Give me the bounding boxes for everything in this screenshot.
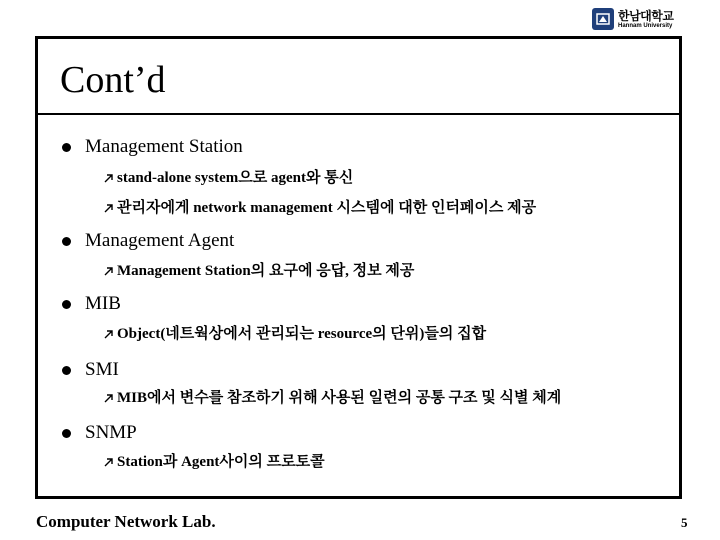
arrow-bullet-icon <box>103 203 114 214</box>
sub-bullet-item: stand-alone system으로 agent와 통신 <box>117 170 354 186</box>
arrow-bullet-icon <box>103 329 114 340</box>
bullet-item: Management Station <box>85 136 243 157</box>
slide-title: Cont’d <box>60 59 166 101</box>
bullet-dot-icon <box>62 366 71 375</box>
bullet-item: Management Agent <box>85 230 235 251</box>
logo-english-name: Hannam University <box>618 22 673 29</box>
sub-bullet-item: Object(네트웍상에서 관리되는 resource의 단위)들의 집합 <box>117 326 487 342</box>
university-emblem-icon <box>592 8 614 30</box>
logo-korean-name: 한남대학교 <box>618 8 674 23</box>
bullet-dot-icon <box>62 237 71 246</box>
bullet-item: SNMP <box>85 422 137 443</box>
arrow-bullet-icon <box>103 266 114 277</box>
sub-bullet-item: MIB에서 변수를 참조하기 위해 사용된 일련의 공통 구조 및 식별 체계 <box>117 390 562 406</box>
sub-bullet-item: Station과 Agent사이의 프로토콜 <box>117 454 325 470</box>
bullet-dot-icon <box>62 143 71 152</box>
sub-bullet-item: 관리자에게 network management 시스템에 대한 인터페이스 제공 <box>117 200 537 216</box>
page-number: 5 <box>681 515 688 530</box>
bullet-dot-icon <box>62 429 71 438</box>
bullet-item: SMI <box>85 359 119 380</box>
title-box <box>38 39 679 115</box>
arrow-bullet-icon <box>103 457 114 468</box>
arrow-bullet-icon <box>103 393 114 404</box>
university-logo <box>592 4 692 34</box>
sub-bullet-item: Management Station의 요구에 응답, 정보 제공 <box>117 263 415 279</box>
footer-lab-name: Computer Network Lab. <box>36 512 216 531</box>
bullet-item: MIB <box>85 293 121 314</box>
bullet-dot-icon <box>62 300 71 309</box>
arrow-bullet-icon <box>103 173 114 184</box>
